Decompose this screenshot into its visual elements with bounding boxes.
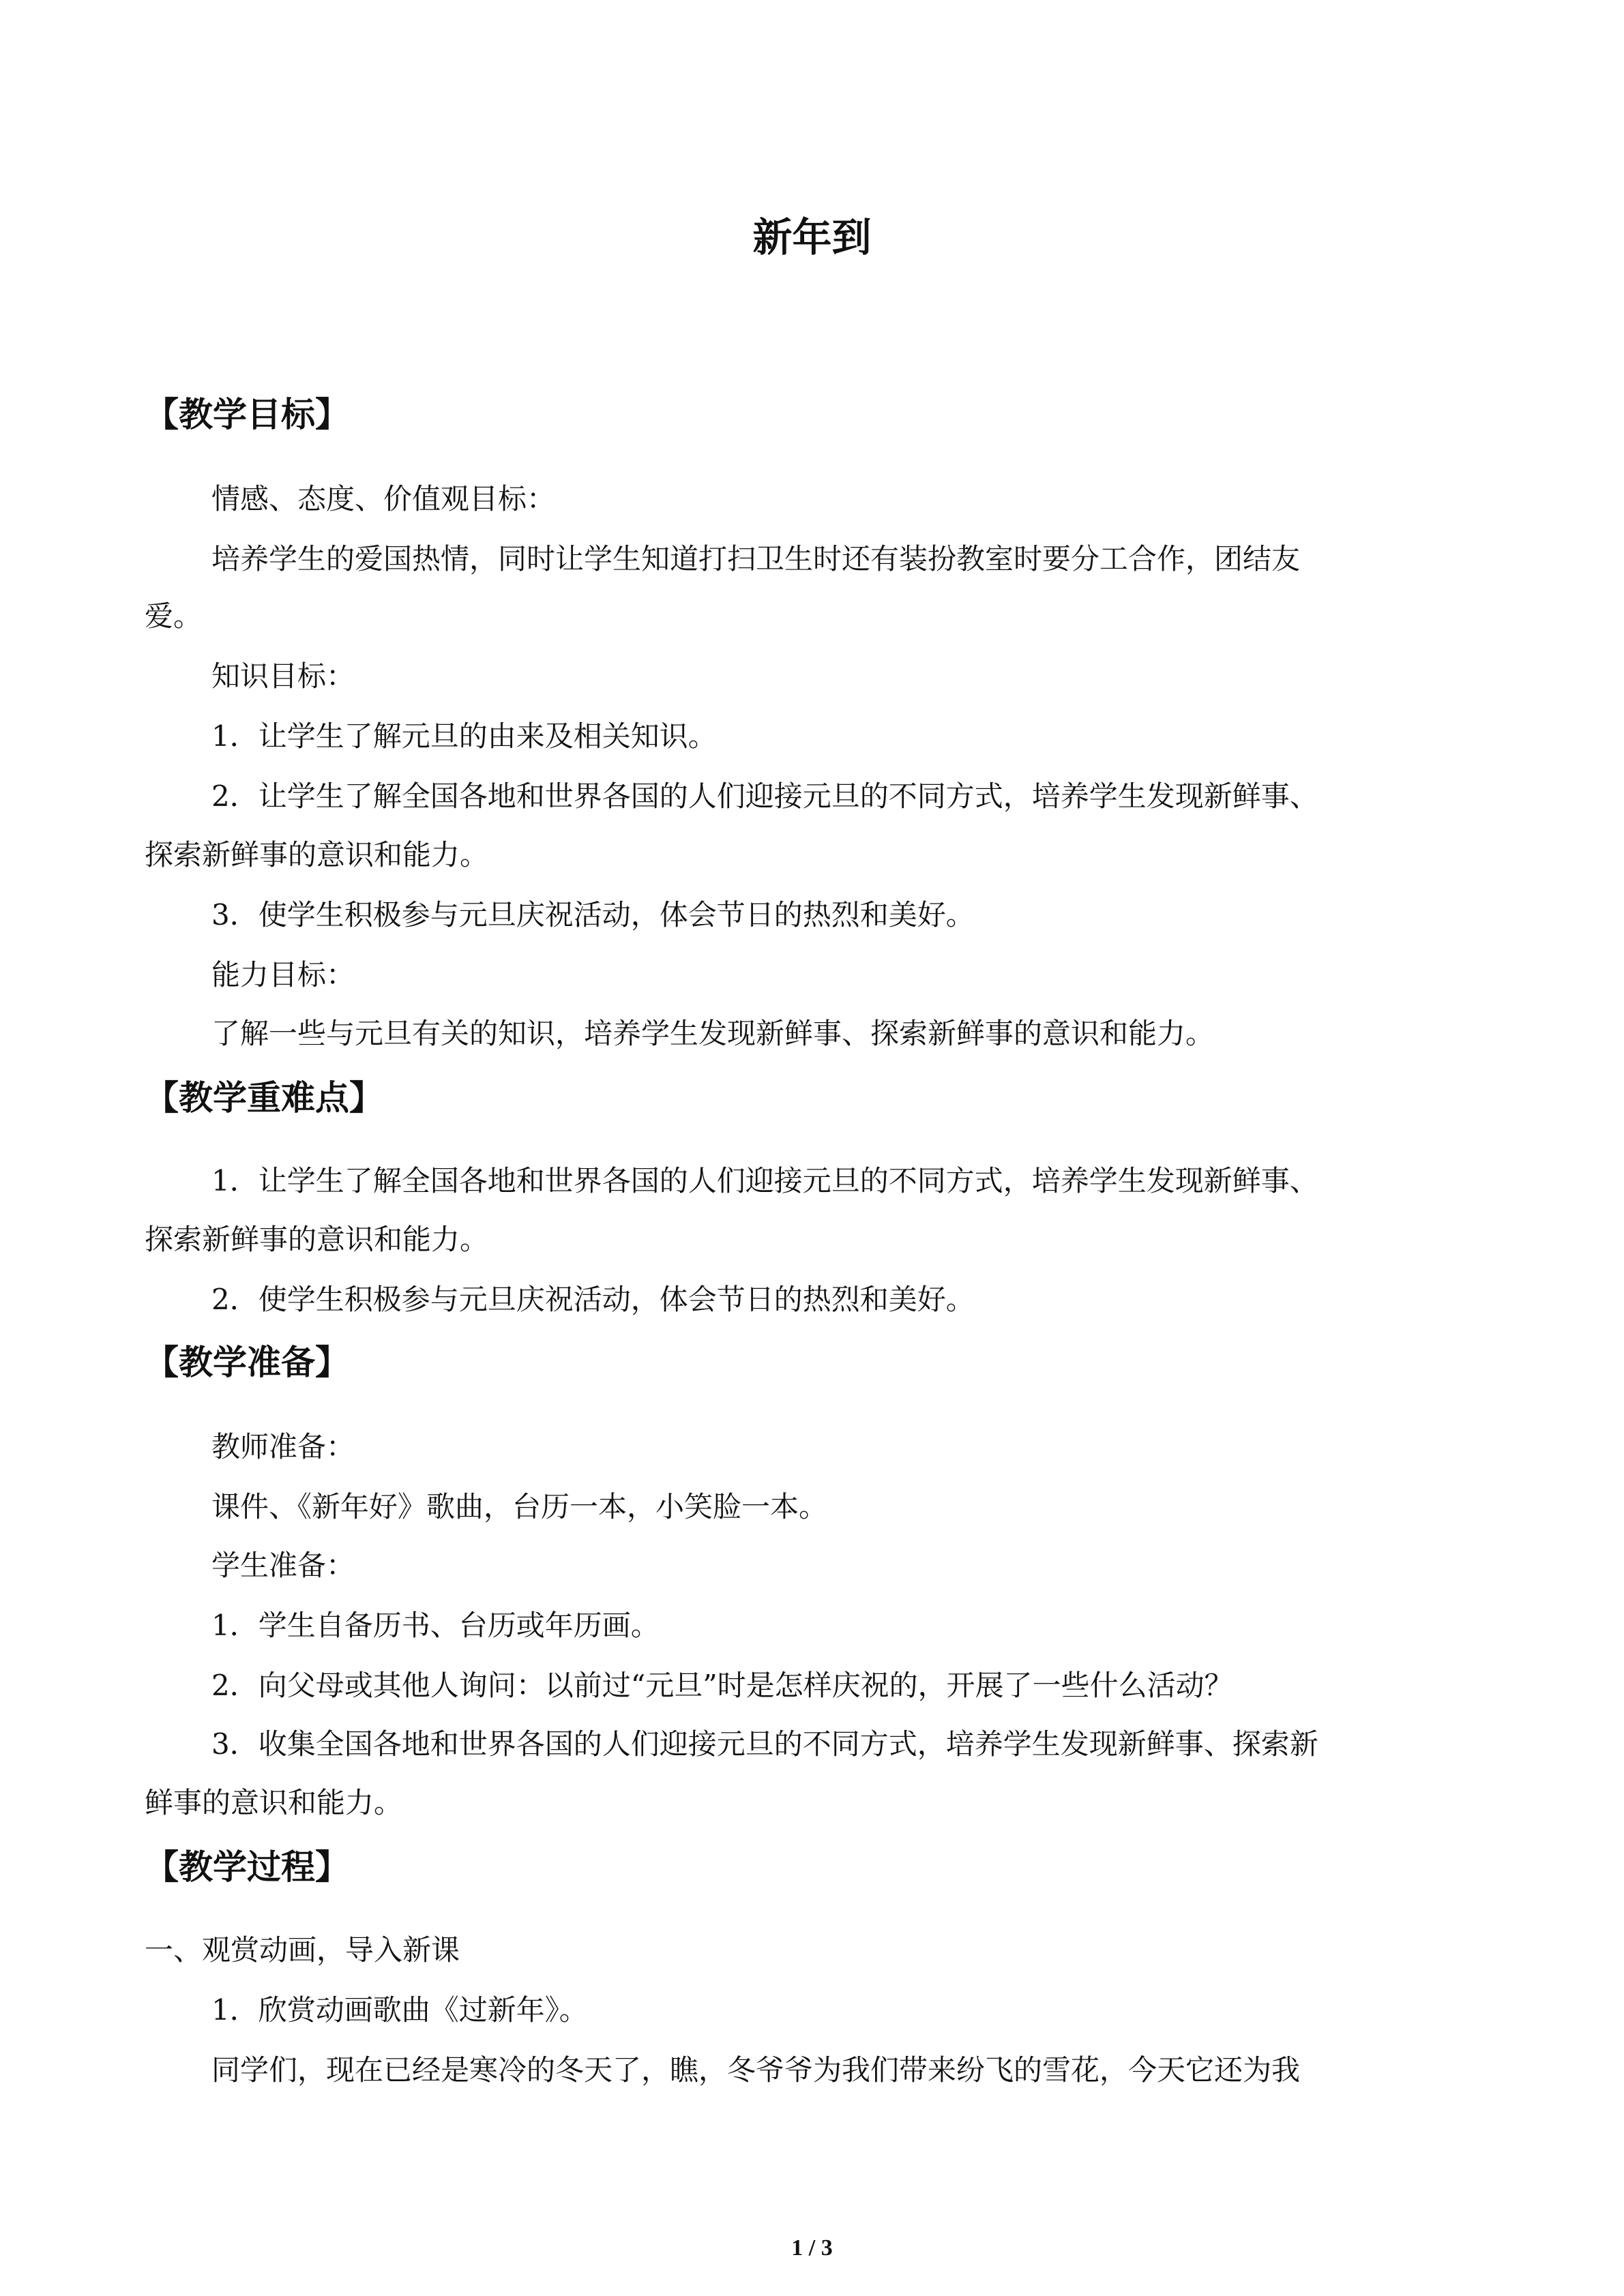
- section-heading-teaching-goals: 【教学目标】: [145, 395, 349, 434]
- page-number: 1 / 3: [791, 2235, 833, 2261]
- goals-line: 探索新鲜事的意识和能力。: [145, 838, 489, 871]
- goals-line: 情感、态度、价值观目标：: [211, 482, 556, 516]
- section-heading-preparation: 【教学准备】: [145, 1343, 349, 1382]
- key-points-line: 2．使学生积极参与元旦庆祝活动，体会节日的热烈和美好。: [211, 1283, 975, 1316]
- section-heading-key-points: 【教学重难点】: [145, 1078, 383, 1118]
- goals-line: 知识目标：: [211, 659, 355, 693]
- document-title: 新年到: [752, 214, 872, 260]
- goals-line: 1．让学生了解元旦的由来及相关知识。: [211, 719, 717, 753]
- process-line: 同学们，现在已经是寒冷的冬天了，瞧，冬爷爷为我们带来纷飞的雪花，今天它还为我: [211, 2053, 1301, 2087]
- process-line: 一、观赏动画，导入新课: [145, 1933, 460, 1967]
- goals-line: 2．让学生了解全国各地和世界各国的人们迎接元旦的不同方式，培养学生发现新鲜事、: [211, 779, 1318, 813]
- goals-line: 爱。: [145, 599, 203, 633]
- key-points-line: 探索新鲜事的意识和能力。: [145, 1223, 489, 1256]
- goals-line: 能力目标：: [211, 958, 355, 992]
- goals-line: 了解一些与元旦有关的知识，培养学生发现新鲜事、探索新鲜事的意识和能力。: [211, 1017, 1215, 1050]
- preparation-line: 1．学生自备历书、台历或年历画。: [211, 1609, 660, 1642]
- preparation-line: 教师准备：: [211, 1430, 355, 1463]
- preparation-line: 学生准备：: [211, 1549, 355, 1582]
- goals-line: 培养学生的爱国热情，同时让学生知道打扫卫生时还有装扮教室时要分工合作，团结友: [211, 542, 1301, 576]
- preparation-line: 鲜事的意识和能力。: [145, 1786, 403, 1819]
- preparation-line: 3．收集全国各地和世界各国的人们迎接元旦的不同方式，培养学生发现新鲜事、探索新: [211, 1727, 1318, 1761]
- process-line: 1．欣赏动画歌曲《过新年》。: [211, 1993, 588, 2027]
- preparation-line: 课件、《新年好》歌曲，台历一本，小笑脸一本。: [211, 1490, 828, 1523]
- section-heading-process: 【教学过程】: [145, 1847, 349, 1887]
- key-points-line: 1．让学生了解全国各地和世界各国的人们迎接元旦的不同方式，培养学生发现新鲜事、: [211, 1164, 1318, 1197]
- goals-line: 3．使学生积极参与元旦庆祝活动，体会节日的热烈和美好。: [211, 898, 975, 931]
- preparation-line: 2．向父母或其他人询问：以前过“元旦”时是怎样庆祝的，开展了一些什么活动？: [211, 1669, 1233, 1702]
